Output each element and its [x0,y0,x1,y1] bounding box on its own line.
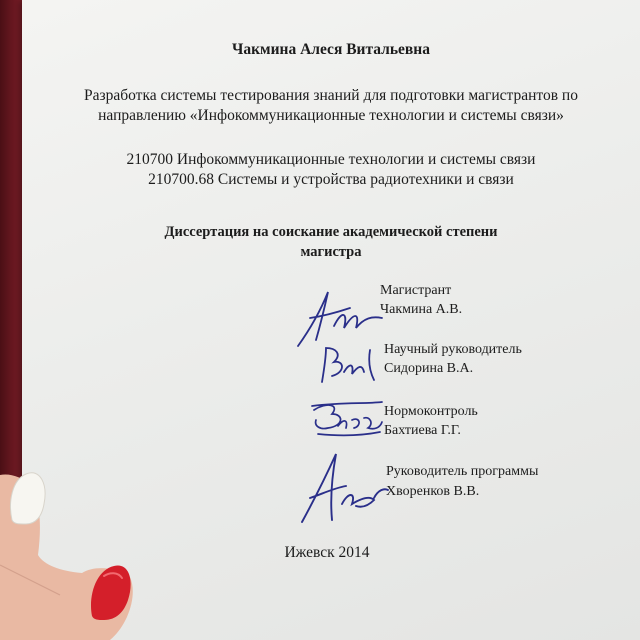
degree-line-2: магистра [300,244,362,260]
signatory-name-1: Чакмина А.В. [380,302,463,317]
signatory-role-1: Магистрант [380,283,452,298]
signature-3-icon [304,396,386,440]
nail-finger-icon [86,562,134,622]
signatory-name-3: Бахтиева Г.Г. [384,423,461,438]
signatory-name-2: Сидорина В.А. [384,361,474,376]
specialty-line-1: 210700 Инфокоммуникационные технологии и системы связи [126,151,536,168]
nail-thumb-icon [6,470,48,526]
city-year: Ижевск 2014 [284,544,370,561]
signatory-role-2: Научный руководитель [384,342,522,357]
signatory-role-4: Руководитель программы [386,464,539,479]
signatory-name-4: Хворенков В.В. [386,484,480,499]
thesis-title-line-1: Разработка системы тестирования знаний для подготовки магистрантов по [84,87,578,104]
signature-4-icon [292,448,392,528]
degree-line-1: Диссертация на соискание академической степени [164,224,498,240]
author-name: Чакмина Алеся Витальевна [232,41,430,58]
thesis-title-line-2: направлению «Инфокоммуникационные технологии и системы связи» [98,107,564,124]
signatory-role-3: Нормоконтроль [384,404,478,419]
specialty-line-2: 210700.68 Системы и устройства радиотехники и связи [148,171,514,188]
signature-2-icon [312,342,384,386]
